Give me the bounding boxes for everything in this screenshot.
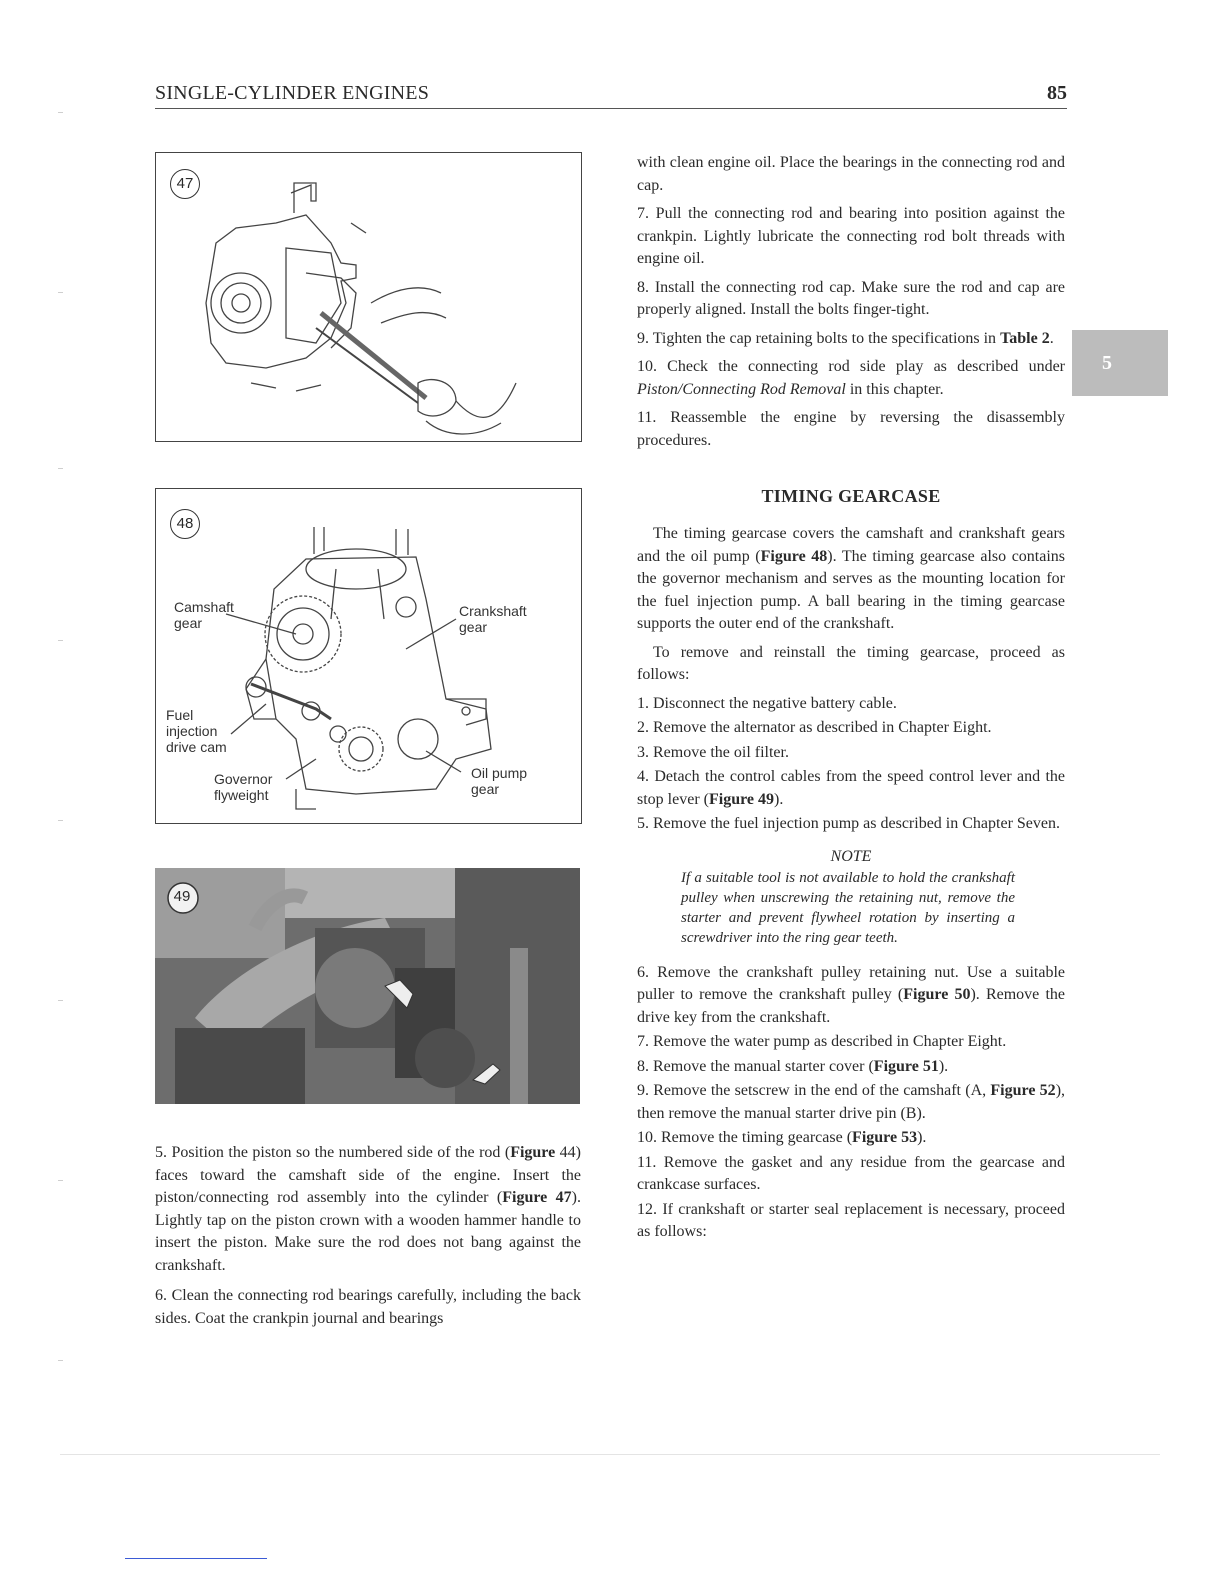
engine-photo [155, 868, 580, 1104]
text-span: 10. Remove the timing gearcase ( [637, 1129, 853, 1146]
running-title: SINGLE-CYLINDER ENGINES [155, 82, 430, 104]
figure-ref: Figure 49 [708, 790, 775, 808]
left-column-text [155, 1142, 581, 1336]
list-step-7: 7. Remove the water pump as described in Chapter Eight. [637, 1033, 1007, 1050]
list-step-2: 2. Remove the alternator as described in Chapter Eight. [637, 719, 992, 736]
text-span: ). Lightly tap on the piston crown with a wooden hammer handle to insert the piston. Make sure the rod does not bang against the crankshaft. [155, 1189, 581, 1274]
text-span: ). [774, 790, 784, 808]
list-step-11: 11. Remove the gasket and any residue from the gearcase and crankcase surfaces. [637, 1153, 1065, 1193]
figure-ref: Figure 52 [990, 1082, 1056, 1099]
text-span: 4. Detach the control cables from the speed control lever and the stop lever ( [637, 768, 1065, 808]
figure-ref: Figure 48 [760, 547, 828, 565]
margin-tick [58, 1000, 63, 1001]
label-fuel-injection-drive-cam: Fuel injection drive cam [166, 707, 227, 755]
figure-ref: Figure [510, 1144, 556, 1161]
step-11-paragraph: 11. Reassemble the engine by reversing the disassembly procedures. [637, 409, 1065, 449]
step-8-paragraph: 8. Install the connecting rod cap. Make sure the rod and cap are properly aligned. Install the bolts finger-tight. [637, 278, 1065, 318]
step-9-paragraph [637, 328, 1065, 351]
page-header [155, 80, 1067, 109]
figure-ref: Figure 53 [852, 1129, 918, 1146]
label-oil-pump-gear: Oil pump gear [471, 765, 528, 797]
figure-number: 47 [170, 169, 200, 199]
margin-tick [58, 1360, 63, 1361]
intro-paragraph [637, 523, 1065, 636]
note-text: If a suitable tool is not available to hold the crankshaft pulley when unscrewing the retaining nut, remove the starter and prevent flywheel rotation by inserting a screwdriver into the ring gear teeth. [681, 869, 1015, 946]
continuation-paragraph: with clean engine oil. Place the bearings in the connecting rod and cap. [637, 154, 1065, 194]
text-span: ), then remove the manual starter drive pin (B). [637, 1082, 1066, 1122]
margin-tick [58, 468, 63, 469]
list-step-8 [637, 1056, 1065, 1079]
chapter-number: 5 [1102, 352, 1112, 374]
text-span: 9. Remove the setscrew in the end of the camshaft (A, [637, 1082, 991, 1099]
figure-ref: Figure 47 [502, 1189, 572, 1206]
figure-48 [155, 488, 582, 824]
text-span: 9. Tighten the cap retaining bolts to the specifications in [637, 329, 1001, 347]
list-step-1: 1. Disconnect the negative battery cable. [637, 694, 897, 712]
intro2-paragraph: To remove and reinstall the timing gearcase, proceed as follows: [637, 643, 1065, 683]
text-span: 10. Check the connecting rod side play as described under [637, 358, 1065, 375]
step-5-paragraph [155, 1142, 581, 1277]
table-ref: Table 2 [1000, 329, 1050, 347]
margin-tick [58, 1180, 63, 1181]
text-span: 5. Position the piston so the numbered side of the rod ( [155, 1144, 511, 1161]
list-step-3: 3. Remove the oil filter. [637, 743, 789, 761]
step-7-paragraph: 7. Pull the connecting rod and bearing into position against the crankpin. Lightly lubricate the connecting rod bolt threads with engine oil. [637, 205, 1065, 267]
chapter-thumb-tab [1072, 330, 1168, 396]
text-span: The timing gearcase covers the camshaft and crankshaft gears and the oil pump ( [637, 525, 1065, 565]
text-span: ). Remove the drive key from the crankshaft. [637, 986, 1066, 1026]
label-camshaft-gear: Camshaft gear [174, 599, 234, 631]
figure-number: 48 [170, 509, 200, 539]
figure-49 [155, 868, 580, 1104]
figure-number: 49 [173, 888, 191, 905]
engine-piston-install-illustration [156, 153, 581, 441]
blue-underline [125, 1558, 267, 1559]
footer-rule [60, 1454, 1160, 1455]
step-10-paragraph [637, 356, 1065, 401]
section-ref: Piston/Connecting Rod Removal [637, 380, 846, 398]
figure-47 [155, 152, 582, 442]
note-title: NOTE [830, 847, 872, 865]
text-span: ). The timing gearcase also contains the governor mechanism and serves as the mounting location for the fuel injection pump. A ball bearing in the timing gearcase supports the outer end of the crankshaft. [637, 547, 1066, 632]
margin-tick [58, 112, 63, 113]
text-span: ). [917, 1129, 927, 1146]
list-step-6 [637, 962, 1065, 1030]
text-span: 44) faces toward the camshaft side of the engine. Insert the piston/connecting rod assembly into the cylinder ( [155, 1144, 582, 1206]
text-span: . [1049, 329, 1054, 347]
label-crankshaft-gear: Crankshaft gear [459, 603, 527, 635]
right-column-text [637, 152, 1065, 1250]
section-heading: TIMING GEARCASE [761, 486, 941, 506]
text-span: in this chapter. [845, 380, 944, 398]
page-number: 85 [1047, 82, 1067, 104]
list-step-4 [637, 766, 1065, 811]
margin-tick [58, 820, 63, 821]
margin-tick [58, 640, 63, 641]
list-step-5: 5. Remove the fuel injection pump as described in Chapter Seven. [637, 815, 1060, 832]
text-span: 8. Remove the manual starter cover ( [637, 1057, 874, 1075]
step-6-paragraph: 6. Clean the connecting rod bearings carefully, including the back sides. Coat the crankpin journal and bearings [155, 1287, 581, 1327]
text-span: ). [938, 1057, 949, 1075]
figure-ref: Figure 51 [873, 1057, 939, 1075]
figure-ref: Figure 50 [903, 986, 971, 1003]
text-span: 6. Remove the crankshaft pulley retaining nut. Use a suitable puller to remove the crankshaft pulley ( [637, 963, 1065, 1003]
margin-tick [58, 292, 63, 293]
list-step-9 [637, 1080, 1065, 1125]
list-step-12: 12. If crankshaft or starter seal replacement is necessary, proceed as follows: [637, 1200, 1065, 1240]
label-governor-flyweight: Governor flyweight [214, 771, 273, 803]
list-step-10 [637, 1127, 1065, 1150]
